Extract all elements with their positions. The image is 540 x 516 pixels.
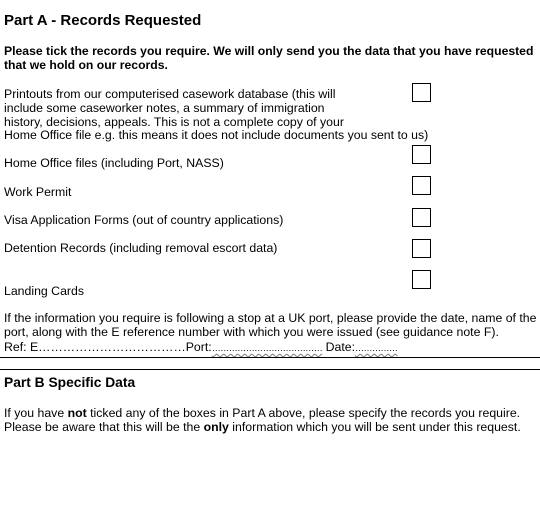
record-casework-printouts [4,88,428,143]
checkbox-work-permit[interactable] [412,176,431,195]
part-b-line-1-pre: If you have [4,406,68,420]
ref-label: Ref: E [4,340,39,354]
checkbox-home-office-files[interactable] [412,145,431,164]
checkbox-detention-records[interactable] [412,239,431,258]
record-casework-line-2: include some caseworker notes, a summary of immigration [4,100,325,115]
part-b-line-1-post: ticked any of the boxes in Part A above, please specify the records you require. [86,406,521,420]
checkbox-visa-application-forms[interactable] [412,208,431,227]
date-input[interactable]: …………… [355,343,398,353]
port-note-line-2: port, along with the E reference number with which you were issued (see guidance note F). [4,325,499,339]
part-b-line-1-emphasis: not [67,406,87,420]
instruction-line-1: Please tick the records you require. We will only send you the data that you have requested [4,44,534,58]
record-casework-line-4: Home Office file e.g. this means it does not include documents you sent to us) [4,128,429,143]
section-divider-bottom [0,369,540,370]
section-divider-top [0,357,540,358]
ref-port-date-row [4,340,398,354]
port-label: Port: [185,340,212,354]
part-b-line-2-post: information which you will be sent under this request. [228,420,521,434]
port-note-line-1: If the information you require is following a stop at a UK port, please provide the date, name of the [4,311,537,325]
part-b-line-1 [4,407,520,421]
record-casework-line-3: history, decisions, appeals. This is not a complete copy of your [4,114,344,129]
instruction-line-2: that we hold on our records. [4,58,168,72]
record-casework-line-1: Printouts from our computerised casework database (this will [4,87,336,101]
part-b-line-2-pre: Please be aware that this will be the [4,420,204,434]
record-work-permit: Work Permit [4,185,72,199]
port-input[interactable]: ………………………………… [211,343,323,353]
checkbox-landing-cards[interactable] [412,270,431,289]
part-b-line-2 [4,421,521,435]
checkbox-casework-printouts[interactable] [412,83,431,102]
record-home-office-files: Home Office files (including Port, NASS) [4,156,224,170]
record-detention-records: Detention Records (including removal escort data) [4,241,278,255]
ref-input[interactable]: ……………………………… [38,340,186,354]
record-landing-cards: Landing Cards [4,284,84,298]
date-label: Date: [325,340,356,354]
part-a-title: Part A - Records Requested [4,12,202,29]
part-b-title: Part B Specific Data [4,375,136,390]
part-b-line-2-emphasis: only [203,420,229,434]
record-visa-application-forms: Visa Application Forms (out of country applications) [4,213,284,227]
